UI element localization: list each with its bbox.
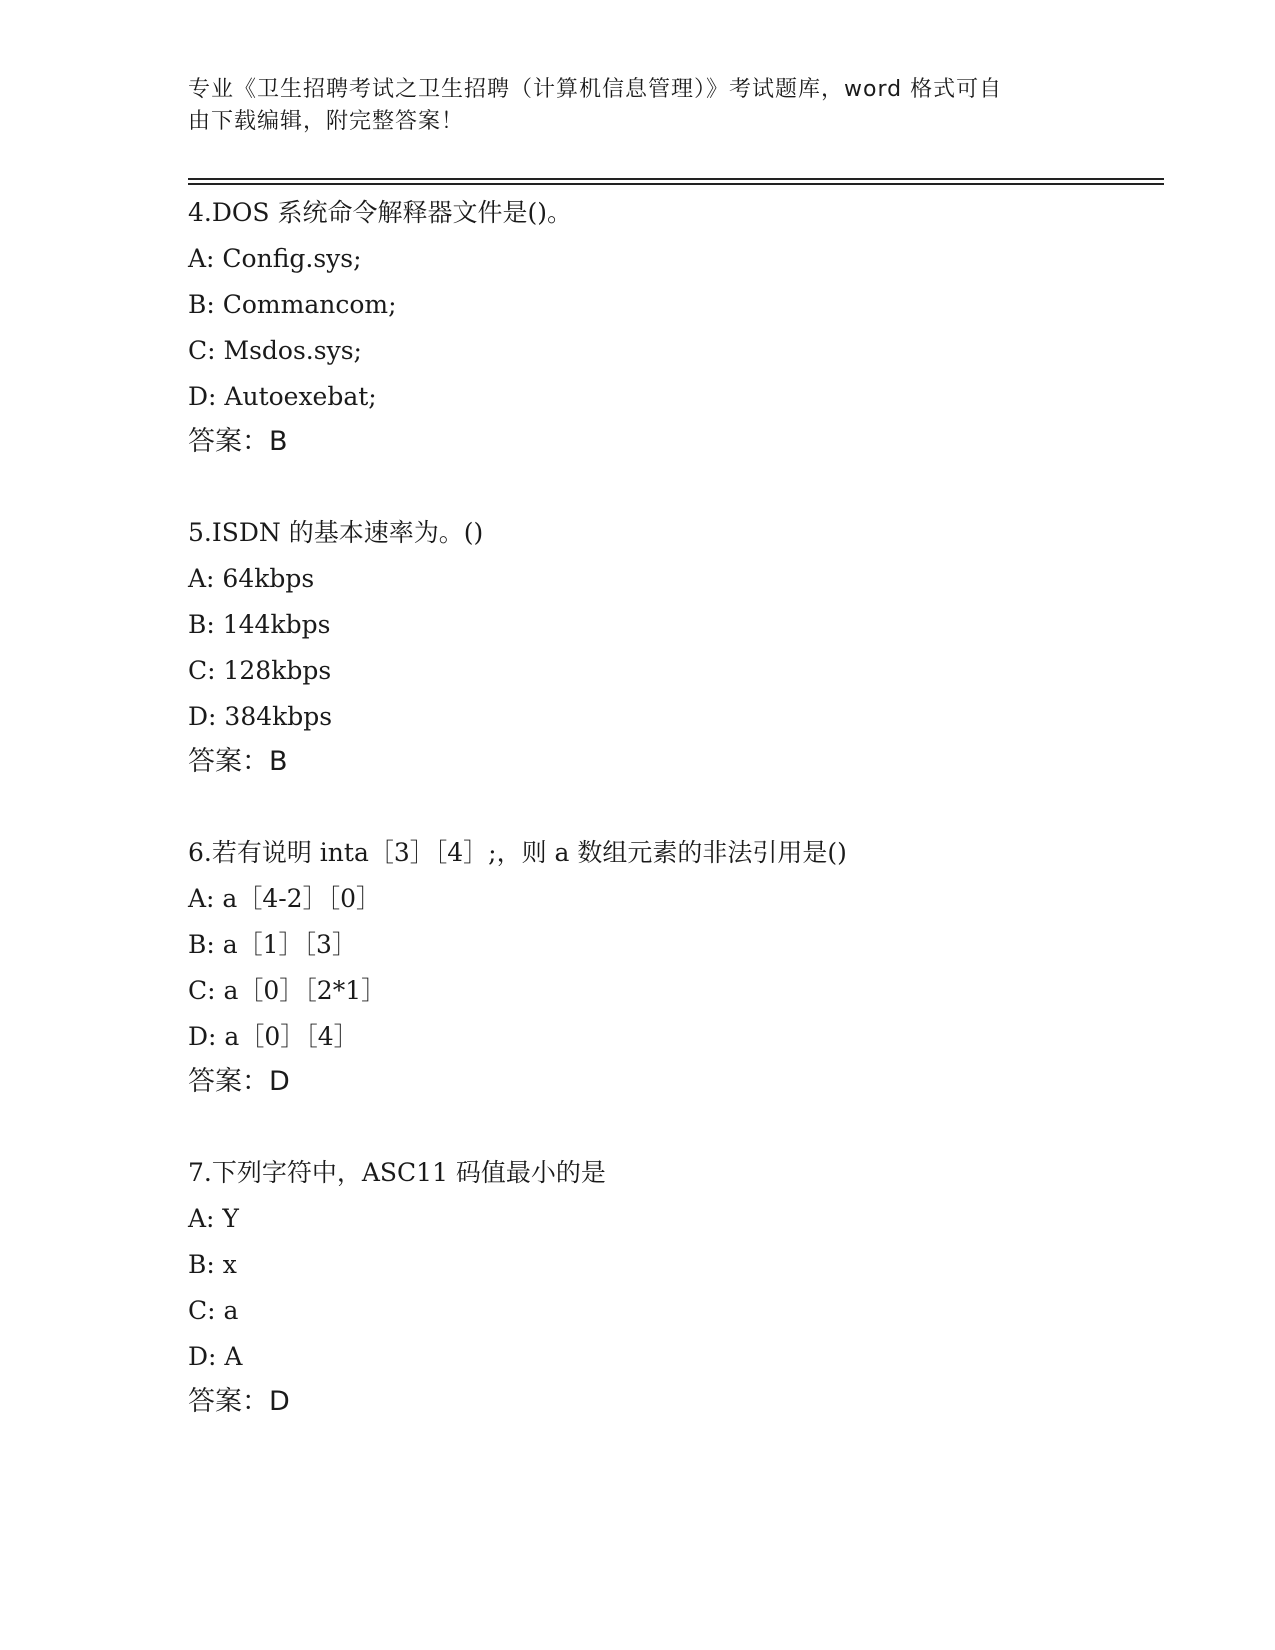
option-c: C: a［0］［2*1］: [188, 976, 387, 1005]
option-d: D: A: [188, 1342, 243, 1371]
question-stem: 7.下列字符中，ASC11 码值最小的是: [188, 1158, 606, 1187]
question-stem: 5.ISDN 的基本速率为。(): [188, 518, 484, 547]
option-a: A: a［4-2］［0］: [188, 884, 381, 913]
answer: 答案：B: [188, 426, 288, 457]
question-7: [188, 1150, 1164, 1424]
question-6: [188, 830, 1164, 1104]
question-stem: 6.若有说明 inta［3］［4］;，则 a 数组元素的非法引用是(): [188, 838, 847, 867]
option-d: D: 384kbps: [188, 702, 333, 731]
document-header: [188, 74, 1068, 138]
option-d: D: a［0］［4］: [188, 1022, 359, 1051]
question-stem: 4.DOS 系统命令解释器文件是()。: [188, 198, 572, 227]
header-line-2: 由下载编辑，附完整答案！: [188, 109, 465, 134]
option-b: B: Commancom;: [188, 290, 397, 319]
option-a: A: Config.sys;: [188, 244, 362, 273]
option-a: A: Y: [188, 1204, 239, 1233]
option-b: B: 144kbps: [188, 610, 331, 639]
option-b: B: x: [188, 1250, 237, 1279]
question-5: [188, 510, 1164, 784]
answer: 答案：B: [188, 746, 288, 777]
option-b: B: a［1］［3］: [188, 930, 357, 959]
header-divider-top: [188, 178, 1164, 180]
question-4: [188, 190, 1164, 464]
option-d: D: Autoexebat;: [188, 382, 377, 411]
header-divider-bottom: [188, 183, 1164, 185]
option-c: C: Msdos.sys;: [188, 336, 362, 365]
option-c: C: 128kbps: [188, 656, 332, 685]
header-line-1: 专业《卫生招聘考试之卫生招聘（计算机信息管理）》考试题库，word 格式可自: [188, 77, 1003, 102]
answer: 答案：D: [188, 1066, 290, 1097]
option-a: A: 64kbps: [188, 564, 315, 593]
answer: 答案：D: [188, 1386, 290, 1417]
option-c: C: a: [188, 1296, 239, 1325]
